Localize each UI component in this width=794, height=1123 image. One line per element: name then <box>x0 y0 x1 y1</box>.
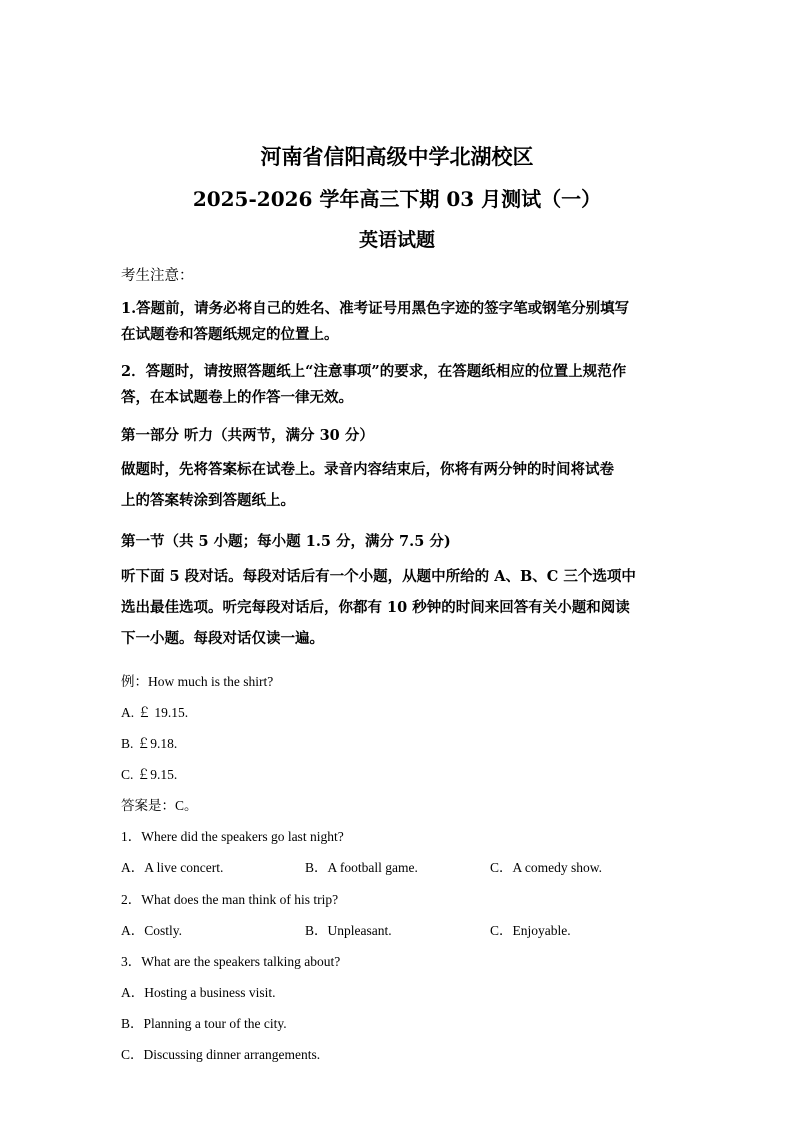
section1-instruction-line-3: 下一小题。每段对话仅读一遍。 <box>121 630 324 647</box>
example-question: 例：How much is the shirt? <box>121 674 274 689</box>
example-option-b: B. ￡9.18. <box>121 736 178 751</box>
school-title: 河南省信阳高级中学北湖校区 <box>260 144 534 169</box>
question-2-stem: 2．What does the man think of his trip? <box>121 892 339 907</box>
notice-item-2-line-1: 2．答题时，请按照答题纸上“注意事项”的要求，在答题纸相应的位置上规范作 <box>121 363 627 380</box>
exam-title: 2025-2026 学年高三下期 03 月测试（一） <box>192 187 602 211</box>
notice-item-2-line-2: 答，在本试题卷上的作答一律无效。 <box>121 389 353 406</box>
question-1-stem: 1．Where did the speakers go last night? <box>121 829 344 844</box>
notice-item-1-line-2: 在试题卷和答题纸规定的位置上。 <box>121 326 339 343</box>
part1-instruction-line-2: 上的答案转涂到答题纸上。 <box>121 492 295 509</box>
question-3-option-c: C．Discussing dinner arrangements. <box>121 1047 321 1062</box>
question-2-option-c: C．Enjoyable. <box>490 923 571 938</box>
question-3-option-b: B．Planning a tour of the city. <box>121 1016 287 1031</box>
example-option-c: C. ￡9.15. <box>121 767 178 782</box>
section1-instruction-line-1: 听下面 5 段对话。每段对话后有一个小题，从题中所给的 A、B、C 三个选项中 <box>121 568 636 585</box>
question-2-option-b: B．Unpleasant. <box>305 923 392 938</box>
example-answer: 答案是：C。 <box>121 798 198 813</box>
part1-heading: 第一部分 听力（共两节，满分 30 分） <box>121 427 374 444</box>
notice-heading: 考生注意： <box>121 268 194 284</box>
question-3-stem: 3．What are the speakers talking about? <box>121 954 341 969</box>
question-1-option-b: B．A football game. <box>305 860 418 875</box>
question-1-option-c: C．A comedy show. <box>490 860 602 875</box>
question-1-option-a: A．A live concert. <box>121 860 224 875</box>
question-3-option-a: A．Hosting a business visit. <box>121 985 276 1000</box>
subject-title: 英语试题 <box>358 229 435 251</box>
notice-item-1-line-1: 1.答题前，请务必将自己的姓名、准考证号用黑色字迹的签字笔或钢笔分别填写 <box>121 300 630 317</box>
part1-instruction-line-1: 做题时，先将答案标在试卷上。录音内容结束后，你将有两分钟的时间将试卷 <box>121 461 614 478</box>
question-2-option-a: A．Costly. <box>121 923 183 938</box>
example-option-a: A. ￡ 19.15. <box>121 705 189 720</box>
section1-heading: 第一节（共 5 小题；每小题 1.5 分，满分 7.5 分) <box>121 533 451 550</box>
section1-instruction-line-2: 选出最佳选项。听完每段对话后，你都有 10 秒钟的时间来回答有关小题和阅读 <box>121 599 630 616</box>
